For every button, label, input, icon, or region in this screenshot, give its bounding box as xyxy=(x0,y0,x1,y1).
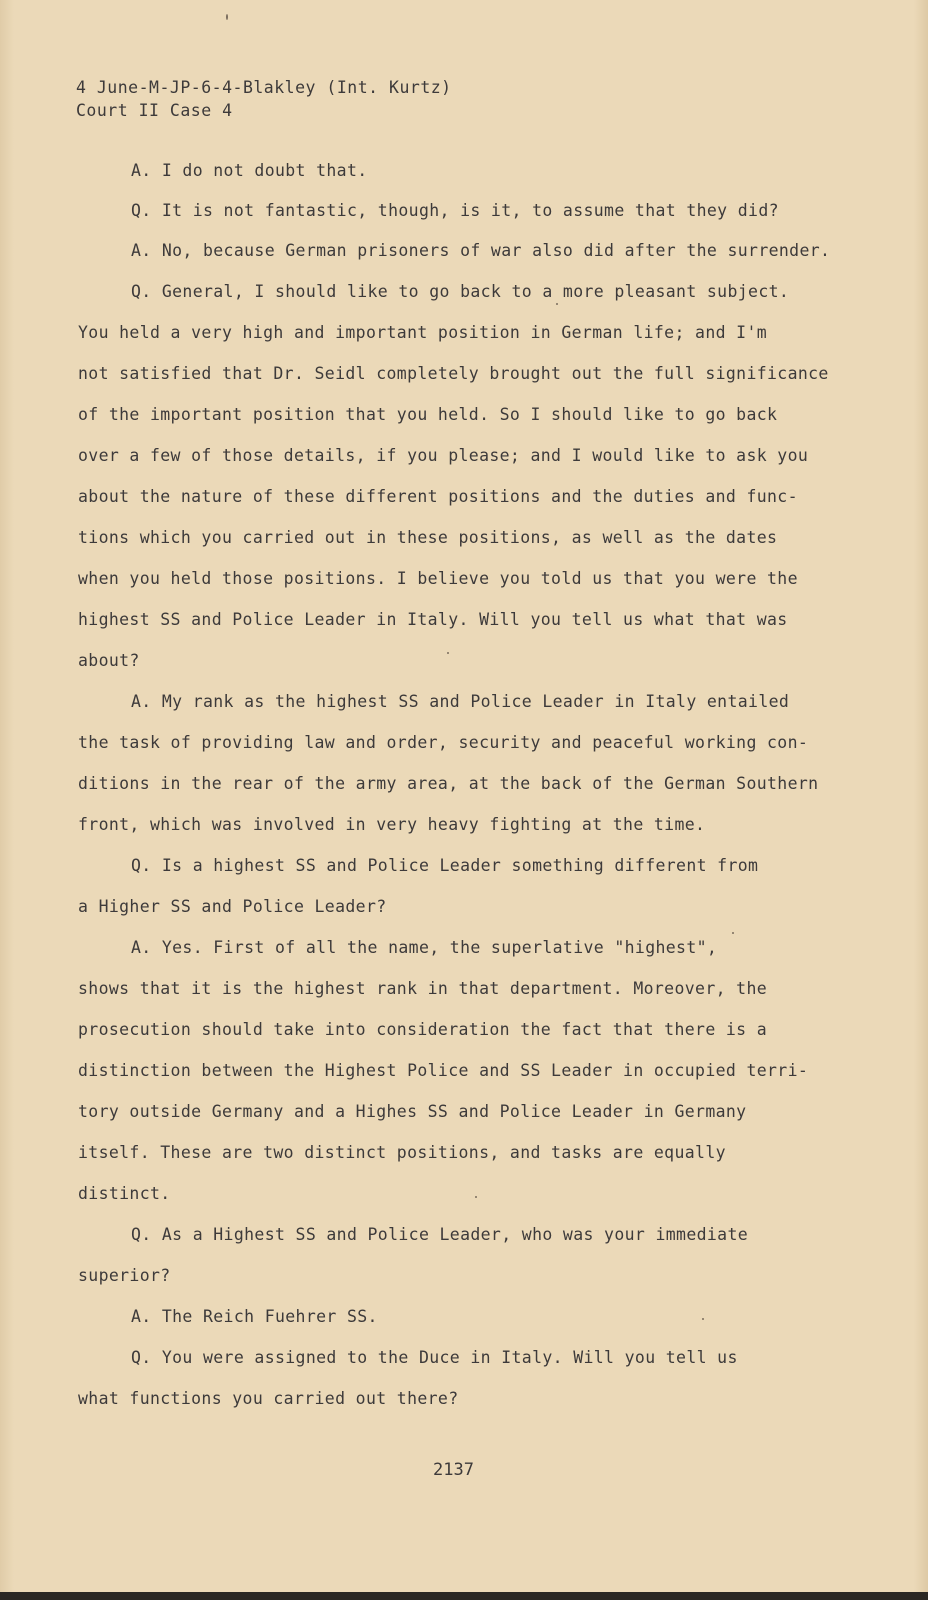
text-line: about? xyxy=(78,651,140,670)
text-line: A. I do not doubt that. xyxy=(131,161,368,180)
header-court-case: Court II Case 4 xyxy=(76,101,233,120)
text-line: distinction between the Highest Police and SS Leader in occupied terri- xyxy=(78,1061,809,1080)
text-line: A. Yes. First of all the name, the superlative "highest", xyxy=(131,938,718,957)
text-line: highest SS and Police Leader in Italy. Will you tell us what that was xyxy=(78,610,788,629)
text-line: not satisfied that Dr. Seidl completely brought out the full significance xyxy=(78,364,829,383)
text-line: You held a very high and important position in German life; and I'm xyxy=(78,323,768,342)
text-line: tory outside Germany and a Highes SS and Police Leader in Germany xyxy=(78,1102,747,1121)
text-line: what functions you carried out there? xyxy=(78,1389,459,1408)
text-line: superior? xyxy=(78,1266,171,1285)
page-number: 2137 xyxy=(433,1460,474,1480)
text-line: when you held those positions. I believe you told us that you were the xyxy=(78,569,798,588)
header-reference-line: 4 June-M-JP-6-4-Blakley (Int. Kurtz) xyxy=(76,78,452,97)
text-line: a Higher SS and Police Leader? xyxy=(78,897,387,916)
text-line: of the important position that you held. So I should like to go back xyxy=(78,405,778,424)
text-line: itself. These are two distinct positions, and tasks are equally xyxy=(78,1143,726,1162)
text-line: A. No, because German prisoners of war also did after the surrender. xyxy=(131,241,831,260)
text-line: the task of providing law and order, security and peaceful working con- xyxy=(78,733,809,752)
scan-bottom-edge xyxy=(0,1592,928,1600)
paper-speck xyxy=(475,1196,477,1198)
text-line: Q. It is not fantastic, though, is it, to assume that they did? xyxy=(131,201,779,220)
paper-speck xyxy=(702,1318,704,1320)
paper-speck xyxy=(226,14,228,20)
text-line: A. The Reich Fuehrer SS. xyxy=(131,1307,378,1326)
text-line: tions which you carried out in these positions, as well as the dates xyxy=(78,528,778,547)
text-line: Q. As a Highest SS and Police Leader, who was your immediate xyxy=(131,1225,749,1244)
text-line: A. My rank as the highest SS and Police Leader in Italy entailed xyxy=(131,692,790,711)
text-line: ditions in the rear of the army area, at the back of the German Southern xyxy=(78,774,819,793)
text-line: about the nature of these different positions and the duties and func- xyxy=(78,487,798,506)
paper-speck xyxy=(447,652,449,654)
text-line: Q. General, I should like to go back to a more pleasant subject. xyxy=(131,282,790,301)
text-line: prosecution should take into consideration the fact that there is a xyxy=(78,1020,768,1039)
text-line: distinct. xyxy=(78,1184,171,1203)
text-line: over a few of those details, if you please; and I would like to ask you xyxy=(78,446,809,465)
paper-speck xyxy=(556,303,558,305)
text-line: front, which was involved in very heavy fighting at the time. xyxy=(78,815,706,834)
text-line: Q. Is a highest SS and Police Leader something different from xyxy=(131,856,759,875)
text-line: Q. You were assigned to the Duce in Italy. Will you tell us xyxy=(131,1348,738,1367)
paper-speck xyxy=(732,932,734,934)
text-line: shows that it is the highest rank in that department. Moreover, the xyxy=(78,979,768,998)
